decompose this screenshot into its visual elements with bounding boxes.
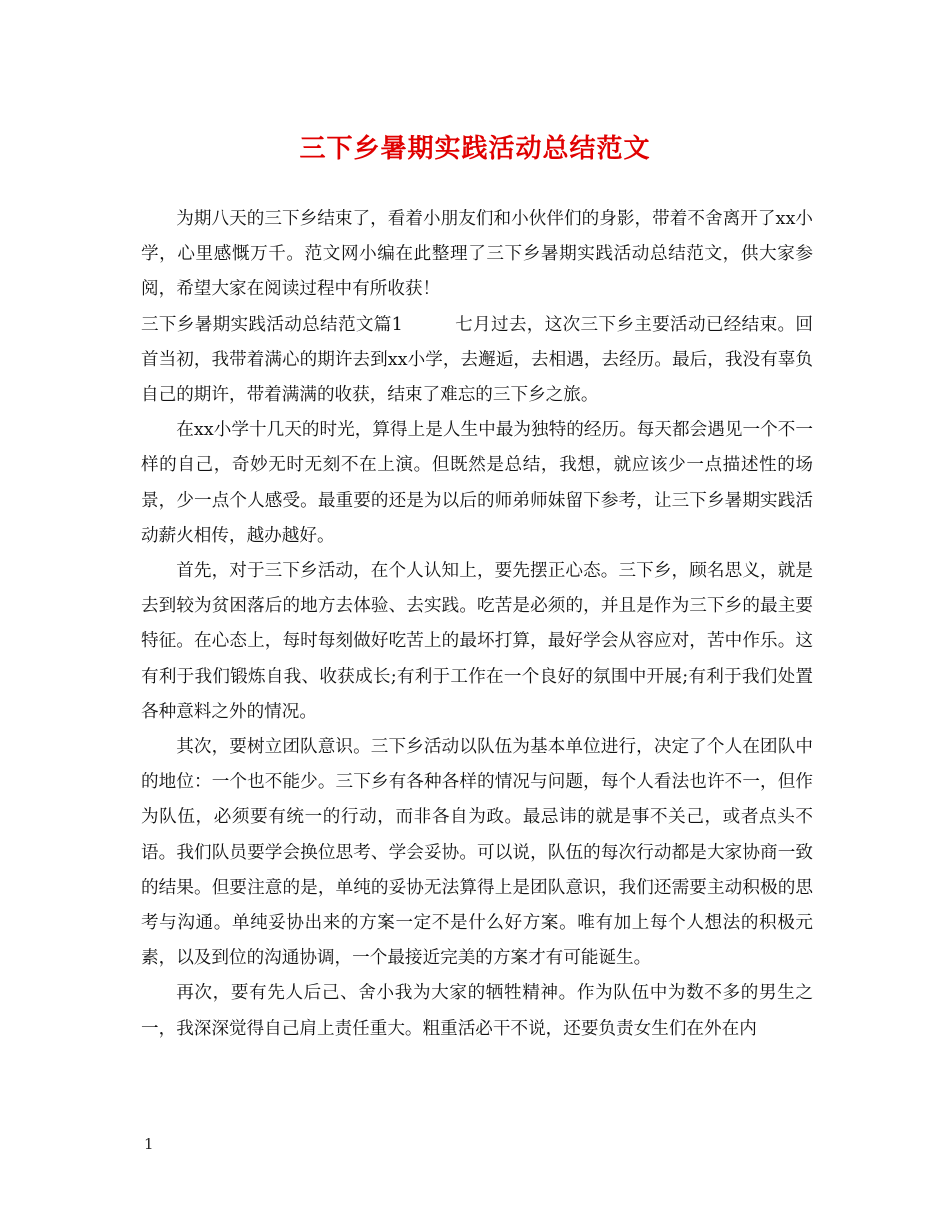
section-first-text: 七月过去，这次三下乡主要活动已经结束。回首当初，我带着满心的期许去到xx小学，去邂逅，去相遇，去经历。最后，我没有辜负自己的期许，带着满满的收获，结束了难忘的三下乡之旅。 [141, 314, 813, 406]
section-heading: 三下乡暑期实践活动总结范文篇1 [141, 314, 403, 335]
section-heading-paragraph [141, 308, 813, 414]
document-title: 三下乡暑期实践活动总结范文 [299, 134, 651, 164]
body-paragraph: 再次，要有先人后己、舍小我为大家的牺牲精神。作为队伍中为数不多的男生之一，我深深觉得自己肩上责任重大。粗重活必干不说，还要负责女生们在外在内 [141, 983, 813, 1039]
intro-paragraph: 为期八天的三下乡结束了，看着小朋友们和小伙伴们的身影，带着不舍离开了xx小学，心里感慨万千。范文网小编在此整理了三下乡暑期实践活动总结范文，供大家参阅，希望大家在阅读过程中有所收获！ [141, 209, 813, 300]
document-body [141, 202, 813, 1047]
body-paragraph: 首先，对于三下乡活动，在个人认知上，要先摆正心态。三下乡，顾名思义，就是去到较为贫困落后的地方去体验、去实践。吃苦是必须的，并且是作为三下乡的最主要特征。在心态上，每时每刻做好吃苦上的最坏打算，最好学会从容应对，苦中作乐。这有利于我们锻炼自我、收获成长;有利于工作在一个良好的氛围中开展;有利于我们处置各种意料之外的情况。 [141, 561, 813, 722]
body-paragraph: 在xx小学十几天的时光，算得上是人生中最为独特的经历。每天都会遇见一个不一样的自己，奇妙无时无刻不在上演。但既然是总结，我想，就应该少一点描述性的场景，少一点个人感受。最重要的还是为以后的师弟师妹留下参考，让三下乡暑期实践活动薪火相传，越办越好。 [141, 420, 813, 546]
body-paragraph: 其次，要树立团队意识。三下乡活动以队伍为基本单位进行，决定了个人在团队中的地位：一个也不能少。三下乡有各种各样的情况与问题，每个人看法也许不一，但作为队伍，必须要有统一的行动，而非各自为政。最忌讳的就是事不关己，或者点头不语。我们队员要学会换位思考、学会妥协。可以说，队伍的每次行动都是大家协商一致的结果。但要注意的是，单纯的妥协无法算得上是团队意识，我们还需要主动积极的思考与沟通。单纯妥协出来的方案一定不是什么好方案。唯有加上每个人想法的积极元素，以及到位的沟通协调，一个最接近完美的方案才有可能诞生。 [141, 737, 813, 969]
page-number: 1 [144, 1135, 154, 1153]
